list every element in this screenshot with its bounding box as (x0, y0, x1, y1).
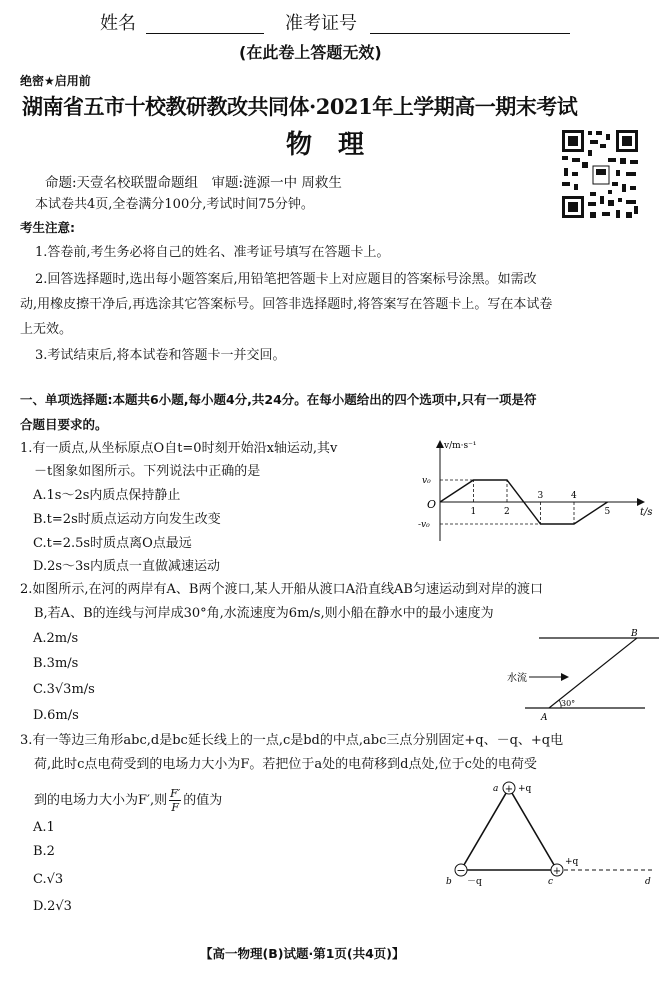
q3-stem-frac-line (34, 787, 222, 814)
authors-line: 命题:天壹名校联盟命题组 审题:涟源一中 周救生 (45, 175, 342, 191)
q2-stem: 2.如图所示,在河的两岸有A、B两个渡口,某人开船从渡口A沿直线AB匀速运动到对岸的渡口 (20, 582, 543, 597)
invalid-note: (在此卷上答题无效) (239, 43, 382, 62)
point-a-label: A (541, 713, 548, 723)
q3-stem-cont: 荷,此时c点电荷受到的电场力大小为F。若把位于a处的电荷移到d点处,位于c处的电荷受 (34, 757, 537, 772)
q1-option-a[interactable]: A.1s～2s内质点保持静止 (33, 488, 181, 503)
q3-stem-post: 的值为 (183, 793, 223, 808)
fraction-denominator: F (171, 801, 179, 814)
q2-option-d[interactable]: D.6m/s (33, 708, 79, 723)
q3-option-c[interactable]: C.√3 (33, 872, 64, 887)
notice-item: 3.考试结束后,将本试卷和答题卡一并交回。 (35, 348, 286, 363)
q3-option-d[interactable]: D.2√3 (33, 899, 72, 914)
q3-option-b[interactable]: B.2 (33, 844, 55, 859)
notice-item: 1.答卷前,考生务必将自己的姓名、准考证号填写在答题卡上。 (35, 245, 390, 260)
exam-info: 本试卷共4页,全卷满分100分,考试时间75分钟。 (35, 197, 314, 212)
exam-no-blank[interactable] (370, 33, 570, 34)
fraction (169, 787, 181, 814)
exam-no-label: 准考证号 (285, 13, 357, 34)
x-axis-label: t/s (640, 507, 653, 518)
subject-title: 物 理 (286, 130, 365, 160)
x-tick-label: 1 (470, 507, 477, 517)
path-ab (549, 638, 637, 708)
point-b-label: B (631, 629, 638, 639)
q1-option-b[interactable]: B.t=2s时质点运动方向发生改变 (33, 512, 221, 527)
q1-stem-cont: －t图象如图所示。下列说法中正确的是 (34, 464, 261, 479)
minus-sign: − (456, 864, 466, 877)
origin-label: O (427, 498, 437, 511)
q1-stem: 1.有一质点,从坐标原点O自t=0时刻开始沿x轴运动,其v (20, 441, 338, 456)
river-diagram (495, 628, 665, 724)
flow-label: 水流 (507, 673, 527, 684)
charge-c-label: +q (565, 857, 579, 867)
vertex-c-label: c (548, 877, 554, 887)
side-ac (509, 788, 557, 870)
notice-item: 2.回答选择题时,选出每小题答案后,用铅笔把答题卡上对应题目的答案标号涂黑。如需改 (35, 272, 537, 287)
q1-option-c[interactable]: C.t=2.5s时质点离O点最远 (33, 536, 192, 551)
x-tick-label: 5 (604, 507, 611, 517)
fraction-numerator: F′ (170, 787, 181, 800)
name-label: 姓名 (100, 13, 136, 34)
point-d-label: d (645, 877, 651, 887)
y-axis-label: v/m·s⁻¹ (444, 441, 477, 451)
name-blank[interactable] (146, 33, 264, 34)
side-ab (461, 788, 509, 870)
q1-option-d[interactable]: D.2s～3s内质点一直做减速运动 (33, 559, 220, 574)
y-tick-label: -v₀ (418, 520, 430, 530)
notice-item: 动,用橡皮擦干净后,再选涂其它答案标号。回答非选择题时,将答案写在答题卡上。写在本试卷 (20, 297, 553, 312)
notice-heading: 考生注意: (20, 220, 75, 235)
q2-option-a[interactable]: A.2m/s (33, 631, 79, 646)
charge-a-label: +q (518, 784, 532, 794)
qr-code-icon (560, 128, 640, 220)
exam-title: 湖南省五市十校教研教改共同体·2021年上学期高一期末考试 (22, 94, 578, 119)
plus-sign: + (504, 784, 514, 795)
charge-b-label: －q (467, 877, 482, 887)
notice-item: 上无效。 (20, 322, 73, 337)
vertex-a-label: a (493, 784, 499, 794)
angle-label: 30° (561, 699, 576, 708)
x-tick-label: 2 (504, 507, 510, 517)
section-heading-cont: 合题目要求的。 (20, 417, 108, 432)
x-tick-label: 3 (537, 491, 544, 501)
q3-stem-pre: 到的电场力大小为F′,则 (34, 793, 168, 808)
vertex-b-label: b (446, 877, 452, 887)
plus-sign: + (552, 866, 562, 877)
y-tick-label: v₀ (422, 476, 431, 486)
section-heading: 一、单项选择题:本题共6小题,每小题4分,共24分。在每小题给出的四个选项中,只有一项是符 (20, 392, 537, 407)
vt-chart (418, 436, 668, 546)
secret-label: 绝密★启用前 (20, 74, 91, 88)
q3-option-a[interactable]: A.1 (33, 820, 55, 835)
q2-option-b[interactable]: B.3m/s (33, 656, 79, 671)
q2-stem-cont: B,若A、B的连线与河岸成30°角,水流速度为6m/s,则小船在静水中的最小速度为 (34, 606, 494, 621)
triangle-diagram (440, 774, 665, 890)
x-tick-label: 4 (571, 491, 577, 501)
q2-option-c[interactable]: C.3√3m/s (33, 682, 95, 697)
page-footer: 【高一物理(B)试题·第1页(共4页)】 (200, 946, 405, 961)
q3-stem: 3.有一等边三角形abc,d是bc延长线上的一点,c是bd的中点,abc三点分别固定+q、－q、+q电 (20, 733, 564, 748)
